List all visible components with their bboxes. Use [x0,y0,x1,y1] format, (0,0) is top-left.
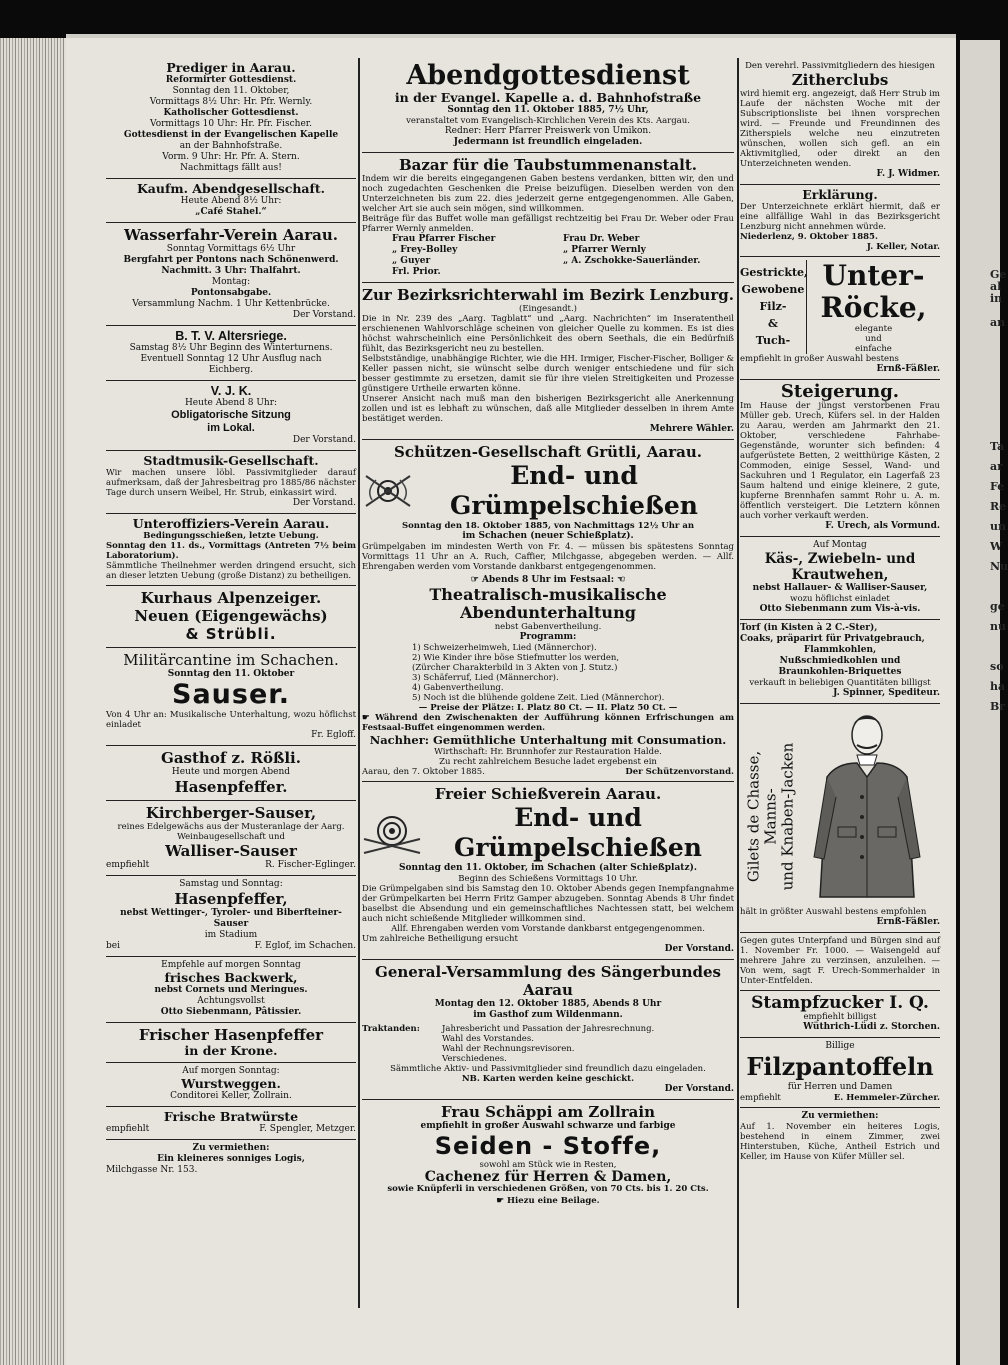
heading: Unter- [822,259,925,292]
text: Billige [825,1041,855,1051]
heading: Cachenez für Herren & Damen, [424,1169,672,1185]
programme-item: 3) Schäferruf, Lied (Männerchor). [412,673,559,683]
text: sowohl am Stück wie in Resten, [479,1160,617,1170]
ad-erklaerung [740,185,940,257]
ad-steigerung [740,380,940,537]
signature: Otto Siebenmann zum Vis-à-vis. [759,604,921,614]
pause-row [362,713,734,733]
heading: Walliser-Sauser [165,842,297,860]
text: sowie Knüpferli in verschiedenen Größen, von 70 Cts. bis 1. 20 Cts. [387,1184,709,1194]
text: empfiehlt [106,1124,150,1134]
margin-fragment: Ge [990,268,1007,281]
text: Milchgasse Nr. 153. [106,1165,198,1175]
margin-fragment: al [990,280,1002,293]
name-row [392,234,734,245]
ad-wurstweggen [106,1063,356,1107]
margin-fragment: W [990,540,1003,553]
column-right [740,58,940,1166]
column-rule [737,58,739,1308]
signature-row [106,860,356,871]
text: Gottesdienst in der Evangelischen Kapelle [123,130,339,140]
heading: & Strübli. [185,625,277,643]
heading: Käs-, Zwiebeln- und Krautwehen, [764,551,916,583]
text: Sonntag den 18. Oktober 1885, von Nachmittags 12½ Uhr an [401,521,695,531]
text: Redner: Herr Pfarrer Preiswerk von Umikon. [444,126,652,136]
heading: Militärcantine im Schachen. [123,651,339,669]
text: Reformirter Gottesdienst. [165,75,297,85]
text: Sonntag den 11. ds., Vormittags (Antreten 7½ beim Laboratorium). [106,541,356,561]
text: Sonntag den 11. Oktober 1885, 7½ Uhr, [447,105,649,115]
text: Auf morgen Sonntag: [182,1066,280,1076]
heading: Wasserfahr-Verein Aarau. [124,226,338,244]
signature: Der Vorstand. [664,1084,734,1094]
traktanden [362,1024,734,1064]
text: Sämmtliche Aktiv- und Passivmitglieder sind freundlich dazu eingeladen. [390,1064,706,1074]
heading: Theatralisch-musikalische Abendunterhaltung [429,585,667,622]
name-entry: Frau Dr. Weber [563,234,640,244]
name-row [392,267,734,278]
text: Ein kleineres sonniges Logis, [157,1154,305,1164]
heading: Prediger in Aarau. [166,60,296,75]
signature: Mehrere Wähler. [649,424,734,434]
heading: Filzpantoffeln [746,1052,934,1081]
text: Nußschmiedkohlen und [779,656,901,666]
ad-unterroecke [740,257,940,380]
text: Selbstständige, unabhängige Richter, wie die HH. Irmiger, Fischer-Fischer, Bolliger & Keller passen nicht, sie wünscht selbe durch weniger entschiedene und für sich besser gestimmte zu ersetzen, damit sie für ihre vielen Streitigkeiten und Prozesse günstigere Urtheile erwarten könne. [362,354,734,394]
text: Coaks, präparirt für Privatgebrauch, [740,634,925,644]
ad-filzpantoffeln [740,1038,940,1108]
heading: End- und Grümpelschießen [454,803,702,862]
text: Programm: [519,632,577,642]
margin-fragment: nu [990,620,1006,633]
text: Zu vermiethen: [192,1143,270,1153]
text: hält in größter Auswahl bestens empfohlen [740,907,927,917]
heading: Röcke, [820,291,927,324]
name-row [392,245,734,256]
signature: J. Spinner, Spediteur. [833,688,940,698]
text: wird hiemit erg. angezeigt, daß Herr Strub im Laufe der nächsten Woche mit der Subscriptionsliste bei ihnen vorsprechen wird. — Freunde und Freundinnen des Zitherspiels welche neu einzutreten wünschen, wollen sich gefl. an ein Aktivmitglied, oder direkt an den Unterzeichneten wenden. [740,89,940,169]
text: Gilets de Chasse, Manns- [744,750,780,883]
text: und Knaben-Jacken [778,742,797,891]
ad-kaes [740,537,940,620]
text: Vormittags 8½ Uhr: Hr. Pfr. Wernly. [149,97,313,107]
text: im Gasthof zum Wildenmann. [473,1010,623,1020]
ad-prediger [106,58,356,179]
text: Conditorei Keller, Zollrain. [170,1091,292,1101]
text: Heute Abend 8½ Uhr: [180,196,282,206]
margin-fragment: un [990,520,1006,533]
text: Eichberg. [208,365,254,375]
text: Montag: [211,277,251,287]
ad-stampfzucker [740,991,940,1038]
ad-samstag [106,876,356,957]
ad-unteroffiziers [106,514,356,586]
margin-fragment: Nu [990,560,1008,573]
signature: Der Vorstand. [664,944,734,954]
text: Heute und morgen Abend [171,767,291,777]
text: Der Unterzeichnete erklärt hiermit, daß er eine allfällige Wahl in das Bezirksgericht Lenzburg nicht annehmen würde. [740,202,940,232]
ad-gruetli [362,440,734,782]
text: reines Edelgewächs aus der Musteranlage der Aarg. Weinbaugesellschaft und [117,822,345,842]
text: Unserer Ansicht nach muß man den bisherigen Bezirksgericht alle Anerkennung zollen und ist es lebhaft zu wünschen, daß alle Mitglieder desselben in ihrem Amte bestätiget werden. [362,394,734,424]
heading: Bazar für die Taubstummenanstalt. [398,156,698,174]
name-list [362,234,734,278]
name-entry: „ Frey-Bolley [392,245,458,255]
text: Im Hause der jüngst verstorbenen Frau Müller geb. Urech, Küfers sel. in der Halden zu Aarau, werden am Jahrmarkt den 21. Oktober, verschiedene Fahrhabe-Gegenstände, worunter sich befinden: 4 aufgerüstete Betten, 2 weitthürige Kästen, 2 Commoden, einige Sessel, Wand- und Sackuhren und 1 Regulator, ein Lagerfaß 23 Saum haltend und einige kleinere, 2 gute, kupferne Brennhafen sammt Rohr u. A. m. öffentlich versteigert. Die Letztern können auch vorher verkauft werden. [740,401,940,521]
text: Achtungsvollst [197,996,265,1006]
text: Nachmittags fällt aus! [180,163,282,173]
heading: B. T. V. Altersriege. [175,329,287,343]
signature: Der Vorstand. [292,435,356,445]
heading: End- und Grümpelschießen [450,461,698,520]
signature-row [106,941,356,952]
text: Die Grümpelgaben sind bis Samstag den 10. Oktober Abends gegen Inempfangnahme der Grümpelkarten bei Herrn Fritz Gamper abzugeben. Sonntag Abends 8 Uhr findet baselbst die Absendung und ein gemeinschaftliches Nachtessen statt, bei welchem auch nicht schießende Mitglieder willkommen sind. [362,884,734,924]
hand-pointer-icon: ☜ [614,575,626,585]
ad-zitherclub [740,58,940,185]
heading: Kurhaus Alpenzeiger. [140,589,322,607]
text: wozu höflichst einladet [790,594,890,604]
vertical-title-text [746,722,797,912]
page-stack-edge [0,38,66,1365]
ad-krone [106,1023,356,1063]
heading: Hasenpfeffer, [174,890,288,908]
text: Braunkohlen-Briquettes [778,667,902,677]
hand-pointer-icon: ☛ [496,1196,507,1206]
text: — Preise der Plätze: I. Platz 80 Ct. — II. Platz 50 Ct. — [418,703,678,713]
programme-item: (Zürcher Charakterbild in 3 Akten von J. Stutz.) [412,663,618,673]
signature: F. J. Widmer. [876,169,940,179]
name-entry: „ A. Zschokke-Sauerländer. [563,256,701,266]
ad-bratwurst [106,1107,356,1140]
signature: F. Urech, als Vormund. [825,521,940,531]
ad-torf [740,620,940,704]
signature: Der Vorstand. [292,498,356,508]
name-entry: „ Guyer [392,256,431,266]
next-page-fragment [960,40,1008,1365]
text: Wirthschaft: Hr. Brunnhofer zur Restauration Halde. [434,747,662,757]
name-entry [563,267,734,278]
heading: Erklärung. [802,187,878,202]
signature: Wüthrich-Lüdi z. Storchen. [803,1022,940,1032]
text: empfiehlt billigst [803,1012,877,1022]
text: Indem wir die bereits eingegangenen Gaben bestens verdanken, bitten wir, den und noch zugedachten Geschenken die Preise beizufügen. Dieselben werden von den Unterzeichneten bis zum 22. dies jederzeit gerne entgegengenommen. Alle Gaben, welcher Art sie auch sein mögen, sind willkommen. [362,174,734,214]
heading-row [362,461,734,521]
margin-fragment: Ta [990,440,1005,453]
ad-saengerbund [362,960,734,1100]
text: Gegen gutes Unterpfand und Bürgen sind auf 1. November Fr. 1000. — Waisengeld auf mehrere Jahre zu verzinsen, anzuleihen. — Von wem, sagt F. Urech-Sommerhalder in Unter-Entfelden. [740,936,940,986]
heading: Hasenpfeffer. [174,778,288,796]
margin-fragment: ar [990,460,1003,473]
heading: Kaufm. Abendgesellschaft. [136,181,326,196]
text: Samstag und Sonntag: [179,879,283,889]
text: „Café Stahel.“ [195,207,267,217]
text: Allf. Ehrengaben werden vom Vorstande dankbarst entgegengenommen. [391,924,705,934]
text: im Stadium [204,930,258,940]
text: bei [106,941,120,951]
ad-schaeppi [362,1100,734,1210]
ad-kurhaus [106,586,356,648]
text: im Schachen (neuer Schießplatz). [462,531,634,541]
heading: frisches Backwerk, [164,970,298,985]
text: (Eingesandt.) [519,304,577,314]
ad-logis [106,1140,356,1180]
signature: F. Spengler, Metzger. [259,1124,356,1134]
heading: V. J. K. [210,384,252,398]
heading: Sauser. [172,679,290,710]
text: verkauft in beliebigen Quantitäten billigst [749,678,931,688]
signature: Fr. Egloff. [311,730,356,740]
text: elegante [854,324,893,334]
ad-kirchberger [106,801,356,876]
text: Bergfahrt per Pontons nach Schönenwerd. Nachmitt. 3 Uhr: Thalfahrt. [123,255,339,276]
ad-abendgottesdienst [362,58,734,153]
traktandum: Jahresbericht und Passation der Jahresrechnung. [442,1024,655,1034]
text: empfiehlt in großer Auswahl bestens [740,354,899,364]
margin-fragment: Re [990,500,1007,513]
signature-row [362,767,734,777]
heading: Schützen-Gesellschaft Grütli, Aarau. [394,443,702,461]
heading: Stampfzucker I. Q. [751,993,929,1013]
text: Auf Montag [813,540,867,550]
programme-item: 2) Wie Kinder ihre böse Stiefmutter los werden, [412,653,620,663]
text: Hiezu eine Beilage. [506,1196,600,1206]
heading: Seiden - Stoffe, [434,1132,662,1160]
material-list [740,260,807,354]
text: für Herren und Damen [787,1082,893,1092]
heading: Freier Schießverein Aarau. [434,785,662,803]
ad-vermiethen [740,1108,940,1166]
text: Sonntag Vormittags 6½ Uhr [166,244,296,254]
ad-geld [740,933,940,991]
unterroecke-body [740,260,940,354]
text: Eventuell Sonntag 12 Uhr Ausflug nach [140,354,322,364]
target-emblem-icon [362,470,414,512]
ad-btv [106,326,356,381]
column-center [362,58,734,1210]
text: Die in Nr. 239 des „Aarg. Tagblatt“ und „Aarg. Nachrichten“ im Inseratentheil erschienenen Wahlvorschläge scheinen von gleicher Quelle zu kommen. Es ist dies höchst wahrscheinlich eine Persönlichkeit des obern Seethals, die ein Bedürfniß fühlt, das Bezirksgericht neu zu bestellen. [362,314,734,354]
target-rifles-icon [362,809,422,857]
heading: General-Versammlung des Sängerbundes Aarau [375,963,721,999]
text: an der Bahnhofstraße. [179,141,283,151]
text: Vormittags 10 Uhr: Hr. Pfr. Fischer. [150,119,312,129]
hand-pointer-icon: ☞ [470,575,482,585]
text: Samstag 8½ Uhr Beginn des Winterturnens. [129,343,333,353]
heading: Gasthof z. Rößli. [161,749,301,767]
signature: Otto Siebenmann, Pâtissier. [160,1007,302,1017]
material-item: Filz- [759,300,787,313]
ad-backwerk [106,957,356,1023]
signature: Der Vorstand. [292,310,356,320]
gilets-body [740,707,940,907]
traktandum: Wahl der Rechnungsrevisoren. [442,1044,575,1054]
text: Sonntag den 11. Oktober [167,669,295,679]
margin-fragment: Fe [990,480,1005,493]
text: nebst Wettinger-, Tyroler- und Biberfteiner-Sauser [120,908,342,929]
text: Zu vermiethen: [801,1111,879,1121]
text: Versammlung Nachm. 1 Uhr Kettenbrücke. [132,299,330,309]
text: Niederlenz, 9. Oktober 1885. [740,232,878,242]
heading: Zur Bezirksrichterwahl im Bezirk Lenzburg. [362,286,734,304]
traktandum: Verschiedenes. [442,1054,507,1064]
ad-vjk [106,381,356,451]
text: in der Evangel. Kapelle a. d. Bahnhofstraße [394,90,702,105]
signature: Der Schützenvorstand. [625,767,734,777]
signature: Ernß-Fäßler. [876,364,940,374]
signature: J. Keller, Notar. [866,242,940,252]
heading-row [362,803,734,863]
unterroecke-title-block [807,260,940,354]
text: veranstaltet vom Evangelisch-Kirchlichen Verein des Kts. Aargau. [406,116,690,126]
text: Vorm. 9 Uhr: Hr. Pfr. A. Stern. [162,152,300,162]
heading: Frische Bratwürste [163,1109,299,1124]
text: Von 4 Uhr an: Musikalische Unterhaltung, wozu höflichst einladet [106,710,356,730]
column-rule [358,58,360,1308]
text: einfache [855,344,892,354]
heading: Steigerung. [780,381,900,402]
programme-item: 5) Noch ist die blühende goldene Zeit. Lied (Männerchor). [412,693,665,703]
margin-fragment: Br [990,700,1006,713]
name-entry: „ Pfarrer Wernly [563,245,646,255]
traktanden-list [442,1024,654,1064]
programme-item: 1) Schweizerheimweh, Lied (Männerchor). [412,643,597,653]
margin-fragment: in [990,292,1003,305]
text: Beiträge für das Buffet wolle man gefälligst rechtzeitig bei Frau Dr. Weber oder Frau Pfarrer Wernly anmelden. [362,214,734,234]
signature: E. Hemmeler-Zürcher. [833,1093,940,1103]
ad-kaufm [106,179,356,223]
text: Um zahlreiche Betheiligung ersucht [362,934,518,944]
material-item: Gestrickte, [740,266,808,279]
text: NB. Karten werden keine geschickt. [461,1074,635,1084]
programme-list [362,643,734,703]
text: Torf (in Kisten à 2 C.-Ster), [740,623,878,633]
text: nebst Gabenvertheilung. [494,622,602,632]
text: Obligatorische Sitzung [171,409,291,421]
text: Nachher: Gemüthliche Unterhaltung mit Consumation. [369,733,727,747]
vertical-title [740,707,802,907]
ad-gasthof [106,746,356,801]
ad-wasserfahr [106,223,356,326]
ad-freier-schiessverein [362,782,734,960]
text: nebst Cornets und Meringues. [154,985,308,995]
label: Traktanden: [362,1024,420,1034]
text: nebst Hallauer- & Walliser-Sauser, [752,583,928,593]
heading: Zitherclubs [791,71,889,89]
heading: Neuen (Eigengewächs) [134,607,328,625]
traktandum: Wahl des Vorstandes. [442,1034,534,1044]
name-row [392,256,734,267]
text: Während den Zwischenakten der Aufführung können Erfrischungen am Festsaal-Buffet eingenommen werden. [362,713,734,733]
heading: Wurstweggen. [181,1076,281,1091]
text: empfiehlt [740,1093,781,1103]
text: Auf 1. November ein heiteres Logis, bestehend in einem Zimmer, zwei Hinterstuben, Küche, Antheil Estrich und Keller, im Hause von Küfer Müller sel. [740,1122,940,1162]
name-entry: Frau Pfarrer Fischer [392,234,496,244]
text: Grümpelgaben im mindesten Werth von Fr. 4. — müssen bis spätestens Sonntag Vormittags 11 Uhr an A. Ruch, Caffier, Milchgasse, abgegeben werden. — Allf. Ehrengaben werden vom Vorstande dankbarst entgegengenommen. [362,542,734,572]
text: Abends 8 Uhr im Festsaal: [481,575,615,585]
margin-fragment: so [990,660,1004,673]
text: Jedermann ist freundlich eingeladen. [453,137,643,147]
text: empfiehlt [106,860,150,870]
man-in-jacket-illustration [802,707,932,907]
heading: in der Krone. [184,1043,278,1058]
signature-row [740,1093,940,1103]
ad-stadtmusik [106,451,356,514]
ad-bezirksrichterwahl [362,283,734,440]
heading: Kirchberger-Sauser, [145,804,317,822]
text: Sonntag den 11. Oktober, [172,86,290,96]
signature: R. Fischer-Eglinger. [265,860,356,870]
heading: Stadtmusik-Gesellschaft. [143,453,319,468]
text: Zu recht zahlreichem Besuche ladet ergebenst ein [439,757,657,767]
signature: Ernß-Fäßler. [876,917,940,927]
beilage-row [362,1196,734,1206]
signature-row [106,1124,356,1135]
text: Katholischer Gottesdienst. [163,108,299,118]
material-item: Gewobene [741,283,805,296]
text: Bedingungsschießen, letzte Uebung. [143,531,319,541]
margin-fragment: ha [990,680,1006,693]
text: Den verehrl. Passivmitgliedern des hiesigen [745,61,935,71]
heading: Frischer Hasenpfeffer [138,1026,324,1044]
ad-bazar [362,153,734,283]
text: Sonntag den 11. Oktober, im Schachen (alter Schießplatz). [399,863,697,873]
margin-fragment: an [990,316,1006,329]
signature: F. Eglof, im Schachen. [254,941,356,951]
text: Montag den 12. Oktober 1885, Abends 8 Uhr [434,999,662,1009]
margin-fragment: ge [990,600,1005,613]
material-item: & [768,317,778,330]
ad-militaercantine [106,648,356,746]
material-item: Tuch- [755,334,791,347]
hand-pointer-icon: ☛ [362,713,376,723]
text: Sämmtliche Theilnehmer werden dringend ersucht, sich an dieser letzten Uebung (große Distanz) zu betheiligen. [106,561,356,581]
text: und [865,334,882,344]
text: Beginn des Schießens Vormittags 10 Uhr. [458,874,638,884]
text: im Lokal. [207,422,255,434]
text: Heute Abend 8 Uhr: [184,398,278,408]
text: Wir machen unsere löbl. Passivmitglieder darauf aufmerksam, daß der Jahresbeitrag pro 1885/86 nächster Tage durch unsern Weibel, Hr. Strub, einkassirt wird. [106,468,356,498]
ad-gilets [740,704,940,933]
text: Empfehle auf morgen Sonntag [161,960,301,970]
text: Flammkohlen, [803,645,877,655]
name-entry: Frl. Prior. [392,267,441,277]
programme-item: 4) Gabenvertheilung. [412,683,504,693]
heading: Abendgottesdienst [406,60,690,91]
text: Aarau, den 7. Oktober 1885. [362,767,485,777]
heading: Unteroffiziers-Verein Aarau. [132,516,330,531]
text: empfiehlt in großer Auswahl schwarze und farbige [420,1121,676,1131]
text: Pontonsabgabe. [190,288,272,298]
column-left [106,58,356,1180]
heading: Frau Schäppi am Zollrain [440,1103,655,1121]
